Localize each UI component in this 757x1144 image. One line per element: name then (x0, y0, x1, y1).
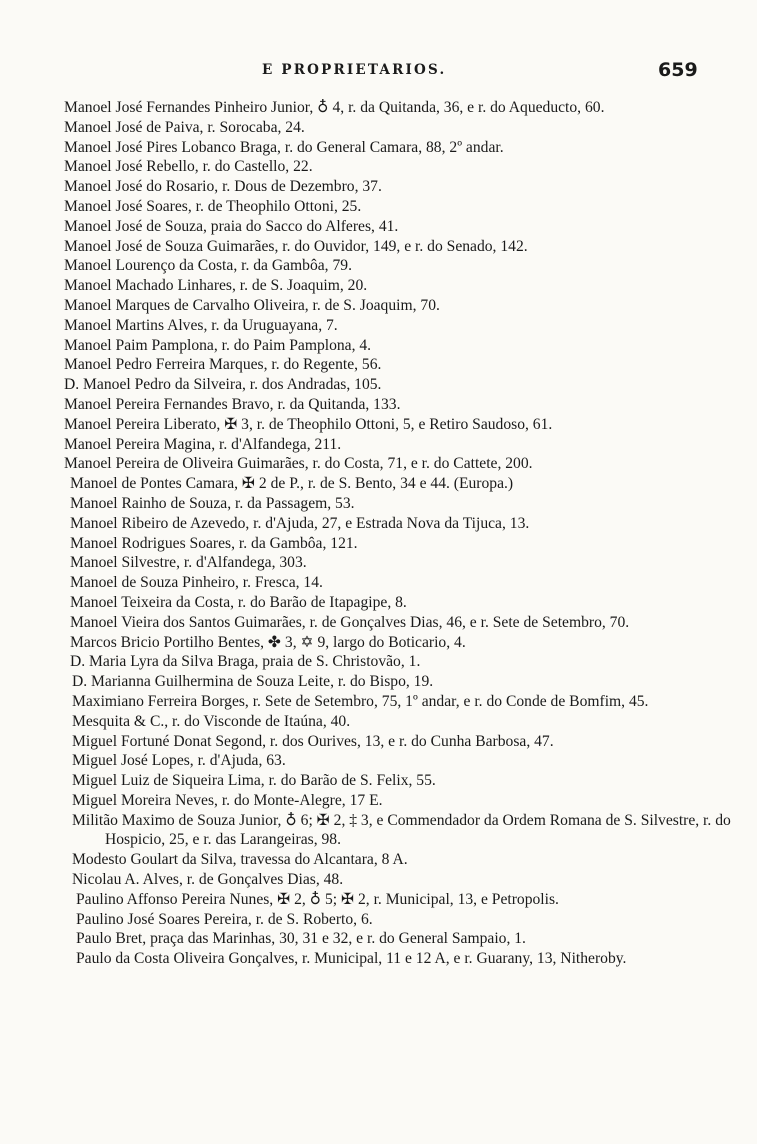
directory-entries (0, 98, 757, 969)
directory-entry: Manoel Paim Pamplona, r. do Paim Pamplona, 4. (64, 336, 372, 354)
directory-entry: Manoel José de Souza, praia do Sacco do Alferes, 41. (64, 217, 399, 235)
directory-entry: Manoel Pedro Ferreira Marques, r. do Regente, 56. (64, 356, 382, 374)
page-header (0, 59, 757, 86)
directory-entry: Manoel Lourenço da Costa, r. da Gambôa, 79. (64, 257, 352, 275)
directory-entry: Manoel Teixeira da Costa, r. do Barão de Itapagipe, 8. (70, 593, 407, 611)
directory-entry: Manoel Martins Alves, r. da Uruguayana, 7. (64, 316, 338, 334)
directory-entry: Manoel Vieira dos Santos Guimarães, r. de Gonçalves Dias, 46, e r. Sete de Setembro, 70. (70, 613, 630, 631)
directory-entry: Paulino José Soares Pereira, r. de S. Roberto, 6. (76, 910, 373, 928)
directory-entry: Manoel Pereira Liberato, ✠ 3, r. de Theophilo Ottoni, 5, e Retiro Saudoso, 61. (64, 415, 553, 433)
directory-entry: D. Maria Lyra da Silva Braga, praia de S. Christovão, 1. (70, 653, 421, 671)
directory-entry: Manoel Rainho de Souza, r. da Passagem, 53. (70, 494, 355, 512)
directory-entry: Miguel José Lopes, r. d'Ajuda, 63. (72, 752, 286, 770)
directory-entry: D. Marianna Guilhermina de Souza Leite, r. do Bispo, 19. (72, 673, 434, 691)
directory-entry: Manoel José Rebello, r. do Castello, 22. (64, 158, 313, 176)
directory-entry: Paulo da Costa Oliveira Gonçalves, r. Municipal, 11 e 12 A, e r. Guarany, 13, Nitheroby. (76, 950, 627, 968)
directory-entry: Manoel José Fernandes Pinheiro Junior, ♁ 4, r. da Quitanda, 36, e r. do Aqueducto, 60. (64, 99, 605, 116)
directory-entry: Paulo Bret, praça das Marinhas, 30, 31 e 32, e r. do General Sampaio, 1. (76, 930, 526, 948)
directory-entry: Manoel Pereira de Oliveira Guimarães, r. do Costa, 71, e r. do Cattete, 200. (64, 455, 533, 473)
directory-entry: Maximiano Ferreira Borges, r. Sete de Setembro, 75, 1º andar, e r. do Conde de Bomfim, 45. (72, 692, 649, 710)
directory-entry: Manoel Marques de Carvalho Oliveira, r. de S. Joaquim, 70. (64, 296, 440, 314)
directory-entry: Marcos Bricio Portilho Bentes, ✤ 3, ✡ 9, largo do Boticario, 4. (70, 633, 466, 651)
directory-entry: Miguel Luiz de Siqueira Lima, r. do Barão de S. Felix, 55. (72, 772, 436, 790)
running-title: E PROPRIETARIOS. (262, 62, 447, 78)
directory-entry: Manoel Machado Linhares, r. de S. Joaquim, 20. (64, 277, 368, 295)
directory-entry: Manoel José de Souza Guimarães, r. do Ouvidor, 149, e r. do Senado, 142. (64, 237, 528, 255)
directory-entry: Manoel José Pires Lobanco Braga, r. do General Camara, 88, 2º andar. (64, 138, 504, 156)
directory-entry: Manoel de Souza Pinheiro, r. Fresca, 14. (70, 574, 323, 592)
directory-entry: Manoel José de Paiva, r. Sorocaba, 24. (64, 118, 305, 136)
directory-entry: Militão Maximo de Souza Junior, ♁ 6; ✠ 2, ‡ 3, e Commendador da Ordem Romana de S. Silvestre, r. do Hospicio, 25, e r. das Larangeiras, 98. (72, 811, 731, 849)
directory-entry: Manoel Ribeiro de Azevedo, r. d'Ajuda, 27, e Estrada Nova da Tijuca, 13. (70, 514, 530, 532)
page-number: 659 (658, 59, 698, 81)
directory-entry: Manoel Silvestre, r. d'Alfandega, 303. (70, 554, 307, 572)
directory-entry: Miguel Moreira Neves, r. do Monte-Alegre, 17 E. (72, 791, 383, 809)
directory-entry: Manoel Pereira Magina, r. d'Alfandega, 211. (64, 435, 342, 453)
directory-entry: Modesto Goulart da Silva, travessa do Alcantara, 8 A. (72, 851, 408, 869)
directory-entry: Manoel Rodrigues Soares, r. da Gambôa, 121. (70, 534, 358, 552)
directory-entry: Manoel José do Rosario, r. Dous de Dezembro, 37. (64, 178, 382, 196)
directory-entry: Mesquita & C., r. do Visconde de Itaúna, 40. (72, 712, 351, 730)
directory-entry: Manoel Pereira Fernandes Bravo, r. da Quitanda, 133. (64, 395, 401, 413)
directory-entry: Manoel de Pontes Camara, ✠ 2 de P., r. de S. Bento, 34 e 44. (Europa.) (70, 475, 514, 493)
directory-entry: Nicolau A. Alves, r. de Gonçalves Dias, 48. (72, 871, 344, 889)
directory-entry: D. Manoel Pedro da Silveira, r. dos Andradas, 105. (64, 376, 382, 394)
directory-entry: Miguel Fortuné Donat Segond, r. dos Ourives, 13, e r. do Cunha Barbosa, 47. (72, 732, 554, 750)
directory-entry: Manoel José Soares, r. de Theophilo Ottoni, 25. (64, 197, 362, 215)
directory-entry: Paulino Affonso Pereira Nunes, ✠ 2, ♁ 5; ✠ 2, r. Municipal, 13, e Petropolis. (76, 890, 559, 908)
